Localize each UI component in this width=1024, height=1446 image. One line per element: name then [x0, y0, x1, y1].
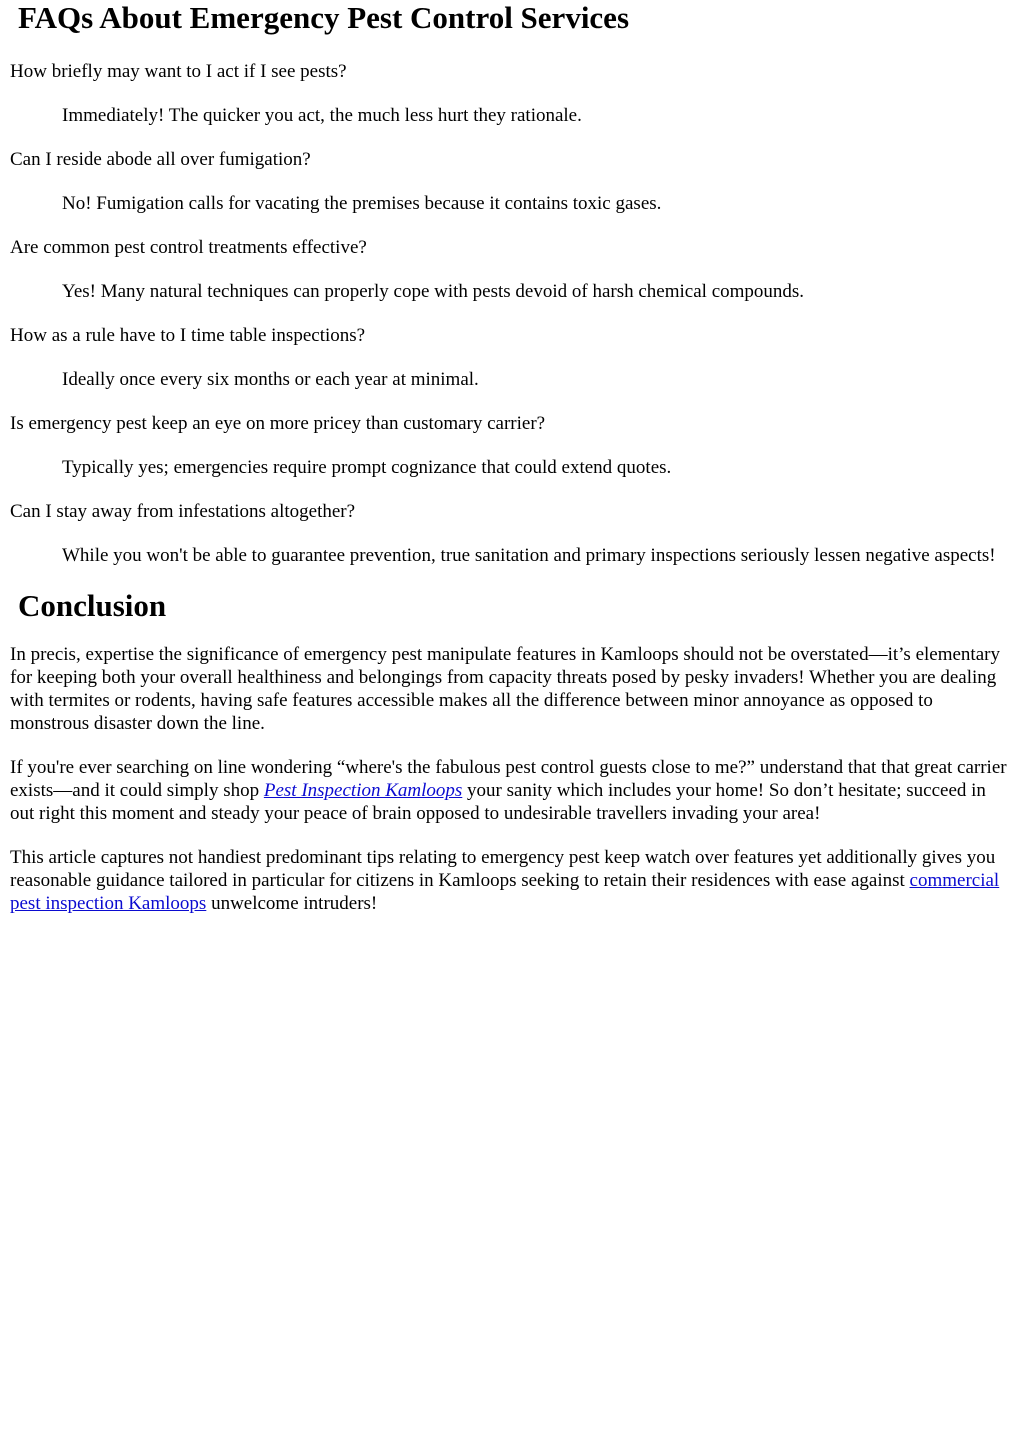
faq-heading: FAQs About Emergency Pest Control Services	[18, 0, 630, 35]
faq-list	[10, 60, 1014, 567]
faq-answer-6: While you won't be able to guarantee prevention, true sanitation and primary inspections seriously lessen negative aspects!	[62, 545, 996, 566]
faq-answer-3: Yes! Many natural techniques can properly cope with pests devoid of harsh chemical compounds.	[62, 281, 805, 302]
faq-question-1: How briefly may want to I act if I see pests?	[10, 61, 347, 82]
conclusion-heading: Conclusion	[18, 588, 167, 623]
paragraph-3-text-before: This article captures not handiest predominant tips relating to emergency pest keep watch over features yet additionally gives you reasonable guidance tailored in particular for citizens in Kamloops seeking to retain their residences with ease against	[10, 847, 996, 891]
conclusion-paragraph-2	[10, 756, 1014, 825]
conclusion-paragraph-1: In precis, expertise the significance of emergency pest manipulate features in Kamloops should not be overstated—it’s elementary for keeping both your overall healthiness and belongings from capacity threats posed by pesky invaders! Whether you are dealing with termites or rodents, having safe features accessible makes all the difference between minor annoyance as opposed to monstrous disaster down the line.	[10, 644, 1000, 734]
paragraph-3-text-after: unwelcome intruders!	[206, 893, 378, 914]
faq-answer-4: Ideally once every six months or each year at minimal.	[62, 369, 479, 390]
pest-inspection-kamloops-link[interactable]: Pest Inspection Kamloops	[263, 780, 463, 801]
commercial-pest-inspection-link[interactable]: commercial pest inspection Kamloops	[10, 870, 1000, 914]
paragraph-2-text-after: your sanity which includes your home! So don’t hesitate; succeed in out right this moment and steady your peace of brain opposed to undesirable travellers invading your area!	[10, 780, 986, 824]
faq-question-2: Can I reside abode all over fumigation?	[10, 149, 311, 170]
faq-answer-5: Typically yes; emergencies require prompt cognizance that could extend quotes.	[62, 457, 672, 478]
faq-question-3: Are common pest control treatments effective?	[10, 237, 367, 258]
faq-question-5: Is emergency pest keep an eye on more pricey than customary carrier?	[10, 413, 546, 434]
faq-answer-2: No! Fumigation calls for vacating the premises because it contains toxic gases.	[62, 193, 662, 214]
faq-question-4: How as a rule have to I time table inspections?	[10, 325, 366, 346]
paragraph-2-text-before: If you're ever searching on line wondering “where's the fabulous pest control guests close to me?” understand that that great carrier exists—and it could simply shop	[10, 757, 1007, 801]
faq-answer-1: Immediately! The quicker you act, the much less hurt they rationale.	[62, 105, 582, 126]
conclusion-paragraph-3	[10, 846, 1014, 915]
faq-question-6: Can I stay away from infestations altogether?	[10, 501, 356, 522]
